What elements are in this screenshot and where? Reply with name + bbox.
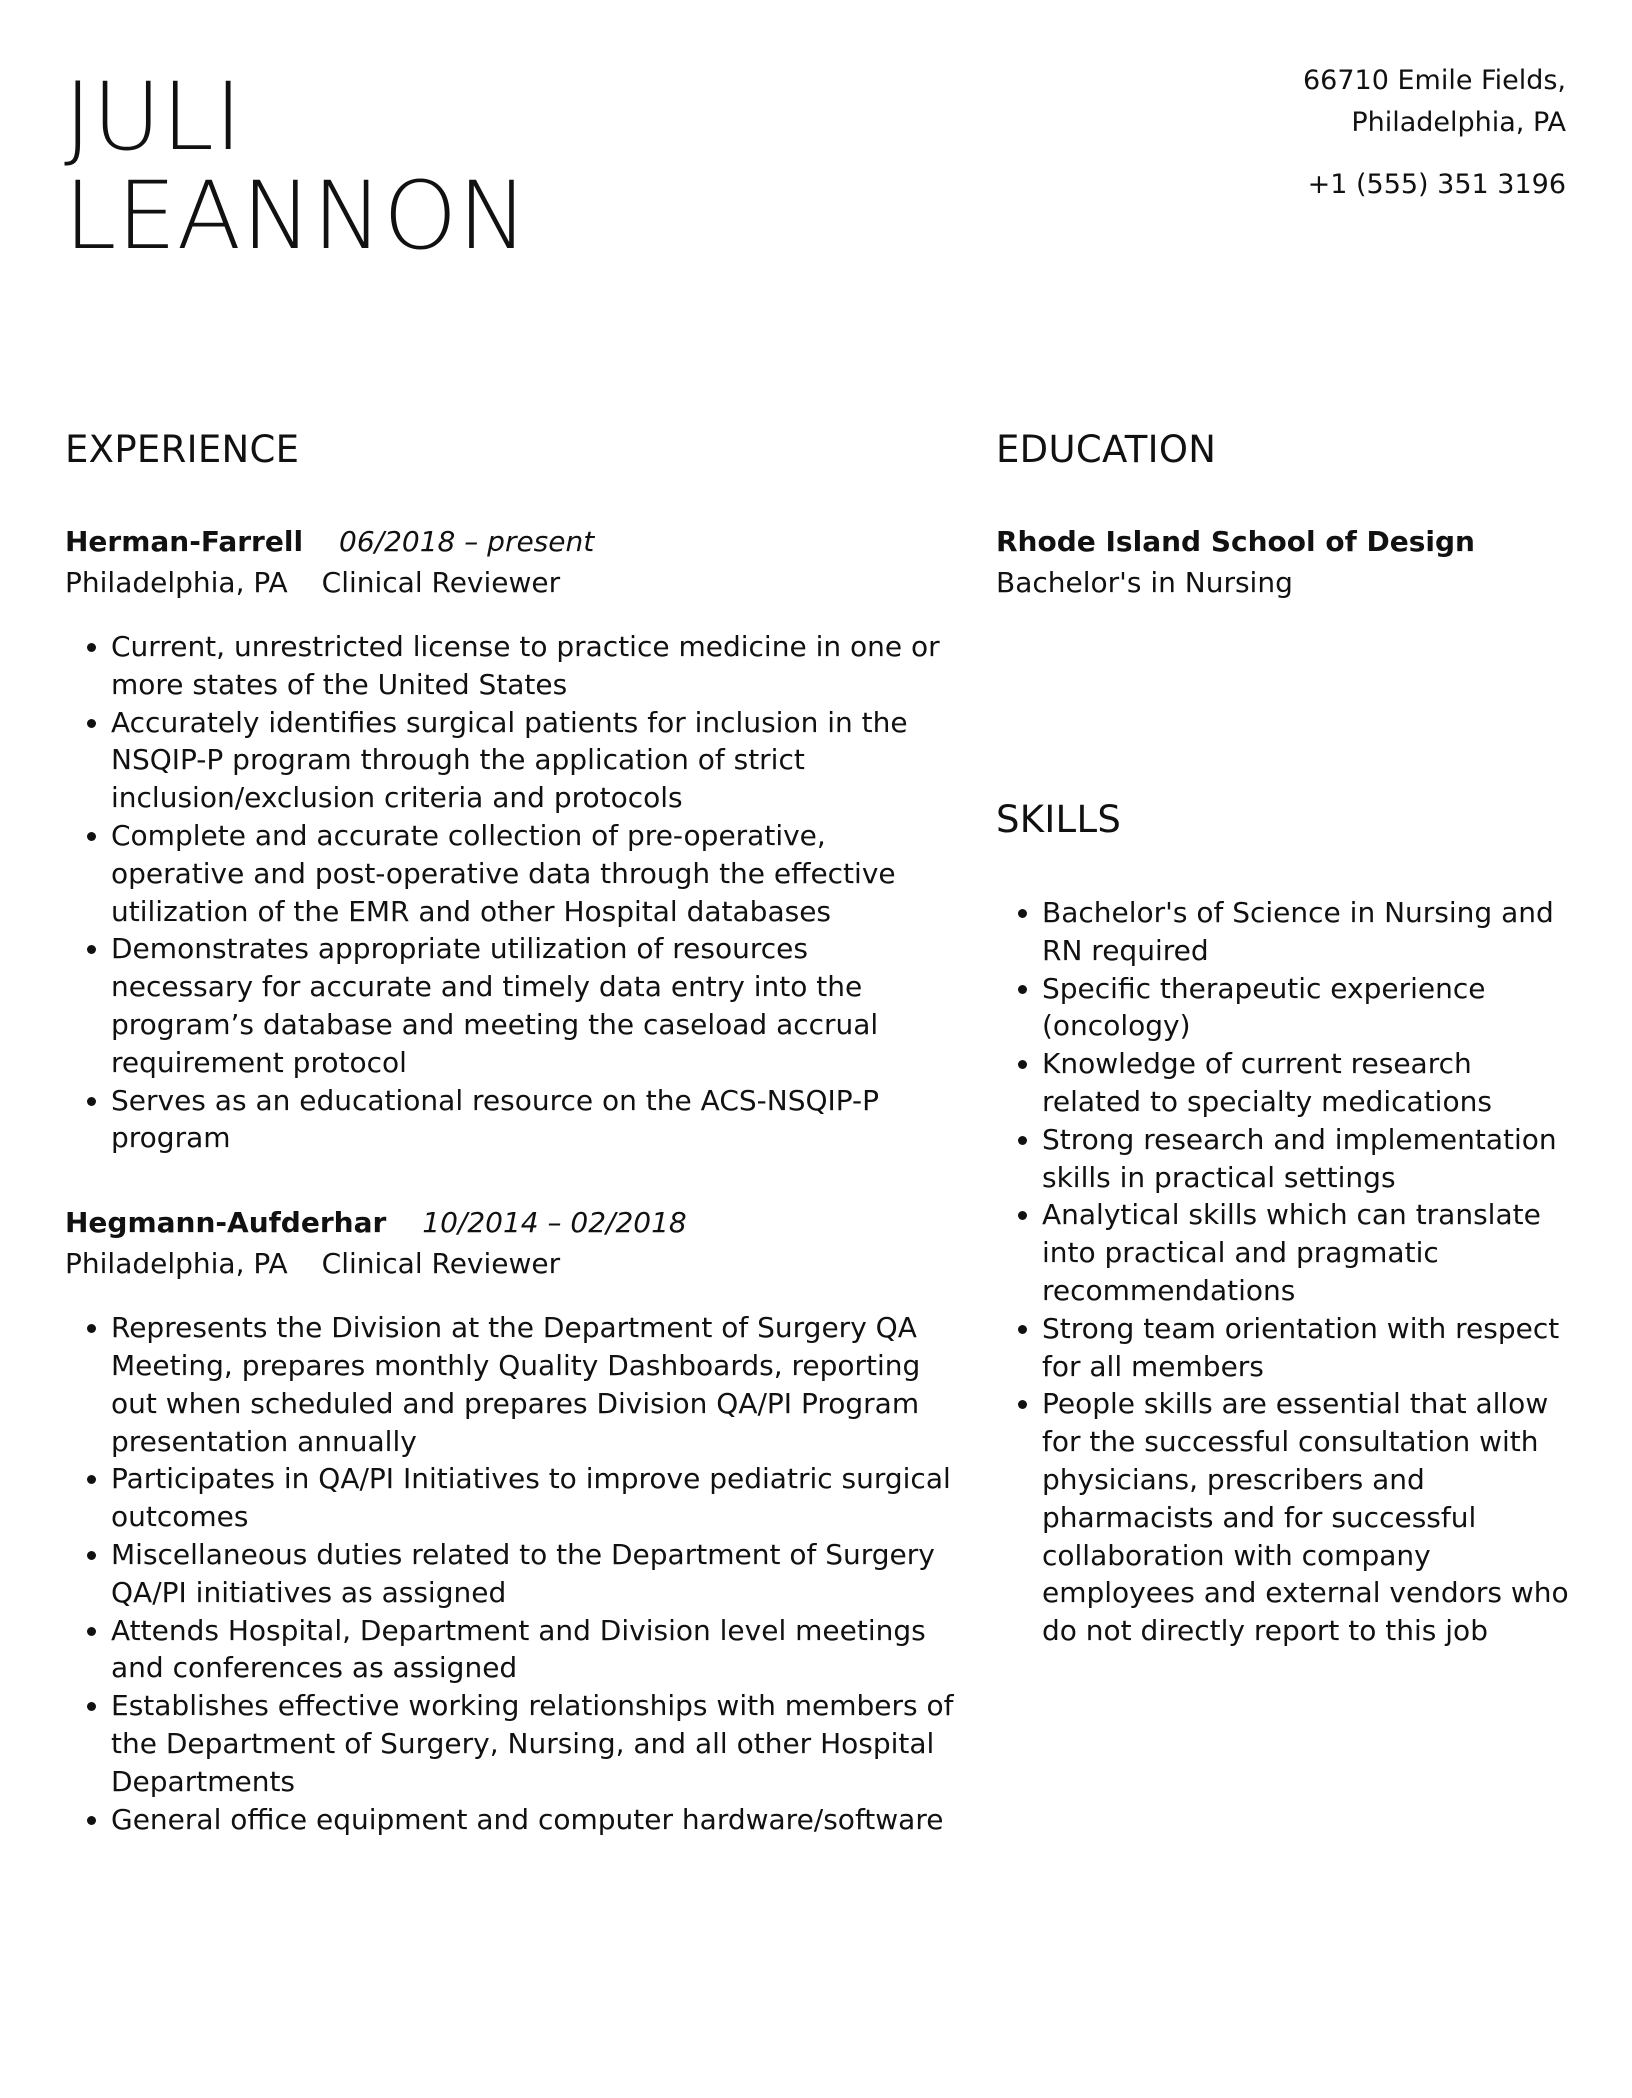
skill-item: • Strong team orientation with respect for all members <box>1042 1310 1576 1386</box>
job-bullet: • Serves as an educational resource on the ACS-NSQIP-P program <box>111 1082 955 1158</box>
job-bullets <box>65 628 955 1157</box>
job-location: Philadelphia, PA <box>65 566 288 599</box>
contact-info <box>1303 60 1566 206</box>
experience-heading: EXPERIENCE <box>65 428 300 471</box>
phone-number: +1 (555) 351 3196 <box>1307 169 1566 200</box>
education-degree: Bachelor's in Nursing <box>996 566 1293 599</box>
job-title: Clinical Reviewer <box>321 566 561 599</box>
job-entry <box>65 1203 955 1838</box>
candidate-name <box>64 63 529 271</box>
skill-item: • Analytical skills which can translate into practical and pragmatic recommendations <box>1042 1196 1576 1309</box>
job-location: Philadelphia, PA <box>65 1247 288 1281</box>
job-title: Clinical Reviewer <box>321 1247 561 1281</box>
skill-item: • Knowledge of current research related to specialty medications <box>1042 1045 1576 1121</box>
job-bullet: • Miscellaneous duties related to the Department of Surgery QA/PI initiatives as assigned <box>111 1536 955 1612</box>
job-dates: 06/2018 – present <box>339 525 595 558</box>
education-heading: EDUCATION <box>996 428 1217 471</box>
job-bullet: • Establishes effective working relationships with members of the Department of Surgery, Nursing, and all other Hospital Departments <box>111 1687 955 1800</box>
address-line-1: 66710 Emile Fields, <box>1303 65 1566 96</box>
job-bullets <box>65 1309 955 1838</box>
skill-item: • Bachelor's of Science in Nursing and RN required <box>1042 894 1576 970</box>
last-name: LEANNON <box>64 162 529 271</box>
job-dates: 10/2014 – 02/2018 <box>422 1206 687 1240</box>
job-bullet: • General office equipment and computer hardware/software <box>111 1801 955 1839</box>
skill-item: • Strong research and implementation skills in practical settings <box>1042 1121 1576 1197</box>
education-school: Rhode Island School of Design <box>996 525 1475 558</box>
skills-section <box>996 870 1576 1650</box>
job-entry <box>65 522 955 1157</box>
skills-list <box>996 894 1576 1650</box>
job-bullet: • Represents the Division at the Department of Surgery QA Meeting, prepares monthly Quality Dashboards, reporting out when scheduled and prepares Division QA/PI Program presentation annually <box>111 1309 955 1460</box>
job-bullet: • Accurately identifies surgical patients for inclusion in the NSQIP-P program through the application of strict inclusion/exclusion criteria and protocols <box>111 704 955 817</box>
job-bullet: • Complete and accurate collection of pre-operative, operative and post-operative data through the effective utilization of the EMR and other Hospital databases <box>111 817 955 930</box>
job-bullet: • Attends Hospital, Department and Division level meetings and conferences as assigned <box>111 1612 955 1688</box>
skill-item: • People skills are essential that allow for the successful consultation with physicians, prescribers and pharmacists and for successful collaboration with company employees and external vendors who do not directly report to this job <box>1042 1385 1576 1650</box>
skills-heading: SKILLS <box>996 798 1122 841</box>
job-bullet: • Participates in QA/PI Initiatives to improve pediatric surgical outcomes <box>111 1460 955 1536</box>
job-company: Herman-Farrell <box>65 525 304 558</box>
job-bullet: • Demonstrates appropriate utilization of resources necessary for accurate and timely data entry into the program’s database and meeting the caseload accrual requirement protocol <box>111 930 955 1081</box>
skill-item: • Specific therapeutic experience (oncology) <box>1042 970 1576 1046</box>
job-bullet: • Current, unrestricted license to practice medicine in one or more states of the United States <box>111 628 955 704</box>
address-line-2: Philadelphia, PA <box>1351 107 1566 138</box>
first-name: JULI <box>64 63 243 172</box>
experience-section <box>65 522 955 1838</box>
education-section <box>996 522 1576 604</box>
job-company: Hegmann-Aufderhar <box>65 1206 387 1240</box>
